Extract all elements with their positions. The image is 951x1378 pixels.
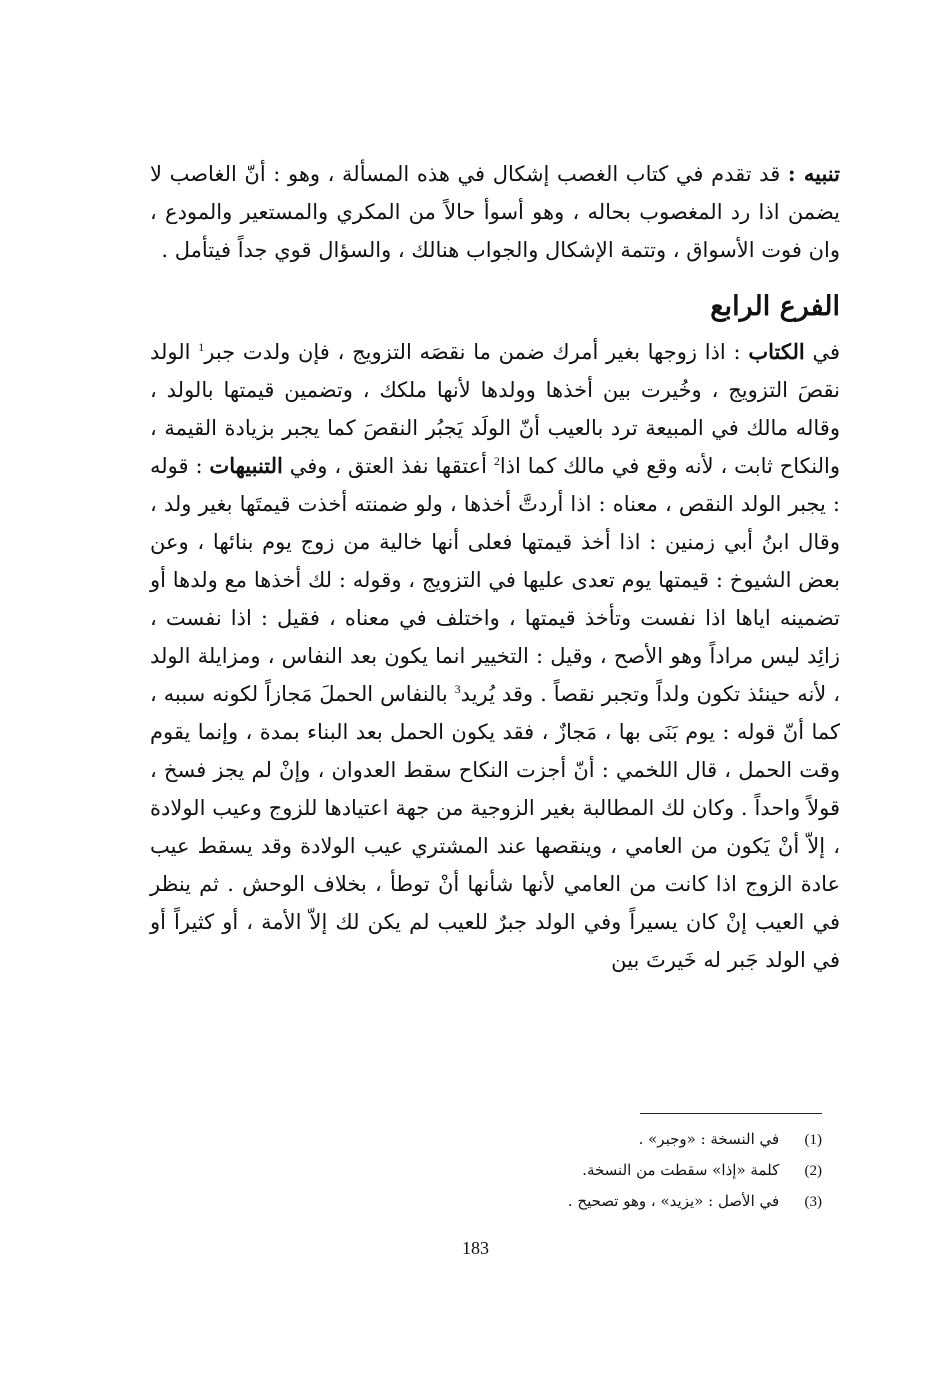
footnote-ref-2: 2: [493, 454, 500, 468]
footnote-text: في الأصل : «يزيد» ، وهو تصحيح .: [567, 1192, 780, 1210]
footnote-ref-3: 3: [454, 682, 461, 696]
tanbihat-text-2: بالنفاس الحملَ مَجازاً لكونه سببه ، كما أنّ قوله : يوم بَنَى بها ، مَجازٌ ، فقد يكون الحمل بعد البناء بمدة ، وإنما يقوم وقت الحمل ، قال اللخمي : أنّ أجزت النكاح سقط العدوان ، وإنْ لم يجز فسخ ، قولاً واحداً . وكان لك المطالبة بغير الزوجية من جهة اعتيادها للزوج وعيب الولادة ، إلاّ أنْ يَكون من العامي ، وينقصها عند المشتري عيب الولادة وقد يسقط عيب عادة الزوج اذا كانت من العامي لأنها شأنها أنْ توطأ ، بخلاف الوحش . ثم ينظر في العيب إنْ كان يسيراً وفي الولد جبرٌ للعيب لم يكن لك إلاّ الأمة ، أو كثيراً أو في الولد جَبر له خَيرتَ بين: [150, 682, 840, 972]
footnote-item: [420, 1155, 822, 1186]
tanbih-text: قد تقدم في كتاب الغصب إشكال في هذه المسألة ، وهو : أنّ الغاصب لا يضمن اذا رد المغصوب بحاله ، وهو أسوأ حالاً من المكري والمستعير والمودع ، وان فوت الأسواق ، وتتمة الإشكال والجواب هنالك ، والسؤال قوي جداً فيتأمل .: [150, 162, 840, 262]
page-content: [150, 155, 840, 979]
footnote-number: (2): [804, 1163, 822, 1179]
footnote-number: (3): [804, 1194, 822, 1210]
footnote-text: في النسخة : «وجبر» .: [638, 1130, 780, 1148]
kitab-lead: الكتاب: [748, 339, 805, 364]
main-paragraph: [150, 333, 840, 979]
kitab-text-2: الولد نقصَ التزويج ، وخُيرت بين أخذها وولدها لأنها ملكك ، وتضمين قيمتها بالولد ، وقاله مالك في المبيعة ترد بالعيب أنّ الولَد يَجبُر النقصَ كما يجبر بزيادة القيمة ، والنكاح ثابت ، لأنه وقع في مالك كما اذا: [150, 340, 840, 478]
section-title: الفرع الرابع: [710, 291, 840, 322]
footnote-divider: [640, 1113, 822, 1114]
footnote-ref-1: 1: [198, 340, 205, 354]
kitab-text-3: أعتقها نفذ العتق ، وفي: [289, 454, 494, 478]
footnote-number: (1): [804, 1132, 822, 1148]
page-number: 183: [462, 1238, 489, 1258]
footnotes: [420, 1124, 822, 1217]
tanbih-lead: تنبيه :: [787, 161, 840, 186]
footnote-item: [420, 1124, 822, 1155]
tanbihat-text-1: : قوله : يجبر الولد النقص ، معناه : اذا أردتَّ أخذها ، ولو ضمنته أخذت قيمتَها بغير ولد ، وقال ابنُ أبي زمنين : اذا أخذ قيمتها فعلى أنها خالية من زوج يوم بنائها ، وعن بعض الشيوخ : قيمتها يوم تعدى عليها في التزويج ، وقوله : لك أخذها مع ولدها أو تضمينه اياها اذا نفست وتأخذ قيمتها ، واختلف في معناه ، فقيل : اذا نفست ، زائِد ليس مراداً وهو الأصح ، وقيل : التخيير انما يكون بعد النفاس ، ومزايلة الولد ، لأنه حينئذ تكون ولداً وتجبر نقصاً . وقد يُريد: [150, 454, 841, 706]
tanbih-paragraph: [150, 155, 840, 269]
kitab-prefix: في: [812, 340, 840, 364]
kitab-text-1: : اذا زوجها بغير أمرك ضمن ما نقصَه التزويج ، فإن ولدت جبر: [204, 340, 741, 364]
tanbihat-lead: التنبيهات: [209, 453, 283, 478]
footnote-item: [420, 1186, 822, 1217]
footnote-text: كلمة «إذا» سقطت من النسخة.: [582, 1161, 780, 1179]
